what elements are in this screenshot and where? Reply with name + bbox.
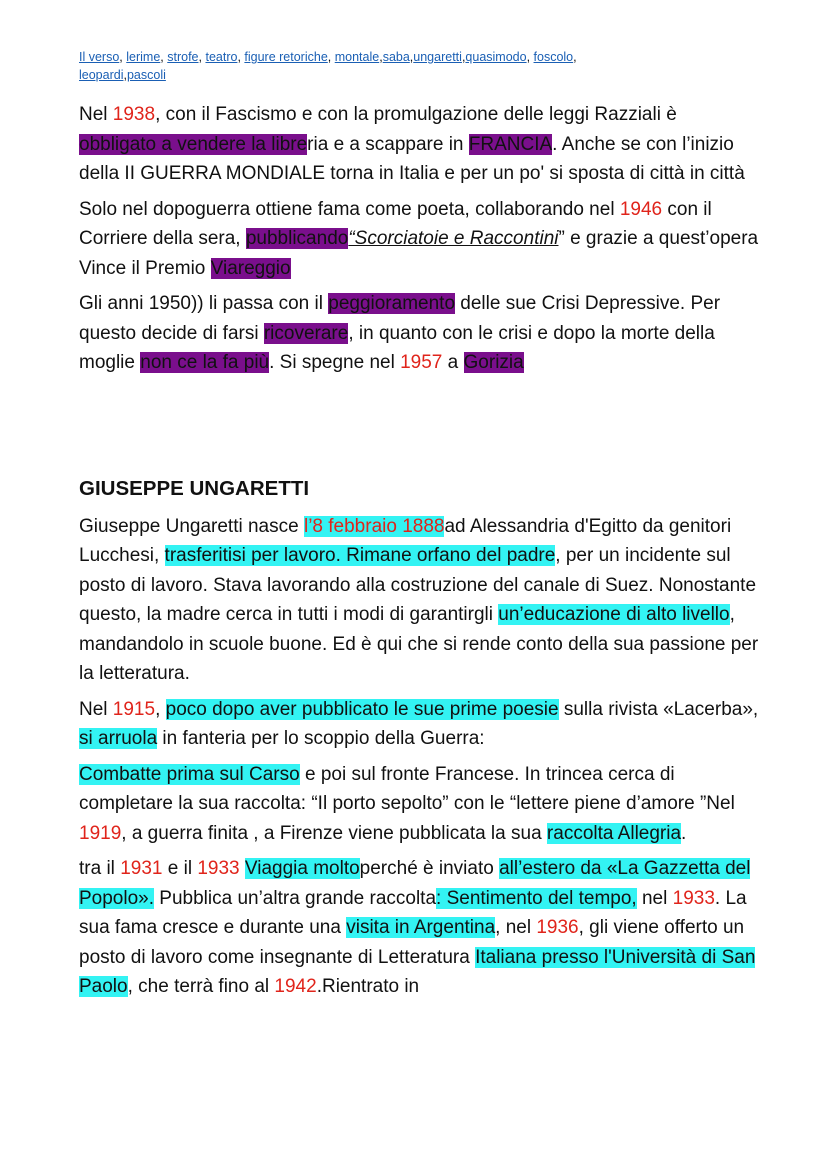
highlight: un’educazione di alto livello [498,604,730,625]
link-pascoli[interactable]: pascoli [126,68,166,82]
year-1938: 1938 [112,104,156,125]
year-1946: 1946 [619,198,663,220]
ungaretti-paragraph-1915: Nel 1915, poco dopo aver pubblicato le sue prime poesie sulla rivista «Lacerba», si arruola in fanteria per lo scoppio della Guerra: [79,698,759,749]
link-figure-retoriche[interactable]: figure retoriche [244,50,328,64]
document-page [79,48,759,1008]
section-heading: GIUSEPPE UNGARETTI [79,476,310,500]
year-1919: 1919 [79,822,122,844]
highlight-date: l’8 febbraio 1888 [303,515,445,537]
link-montale[interactable]: montale [334,50,380,64]
highlight: all’estero da «La Gazzetta del Popolo». [79,858,751,909]
link-quasimodo[interactable]: quasimodo [465,50,527,64]
saba-paragraph-dopoguerra: Solo nel dopoguerra ottiene fama come poeta, collaborando nel 1946 con il Corriere della sera, pubblicando“Scorciatoie e Raccontini” e grazie a quest’opera Vince il Premio Viareggio [79,198,759,279]
link-strofe[interactable]: strofe [167,50,199,64]
highlight: pubblicando [245,228,349,249]
year-1936: 1936 [536,917,579,938]
saba-paragraph-1950: Gli anni 1950)) li passa con il peggioramento delle sue Crisi Depressive. Per questo decide di farsi ricoverare, in quanto con le crisi e dopo la morte della moglie non ce la fa più. Si spegne nel 1957 a Gorizia [79,293,721,373]
year-1915: 1915 [112,698,156,720]
year-1933: 1933 [197,858,240,879]
topic-links: Il verso, lerime, strofe, teatro, figure retoriche, montale,saba,ungaretti,quasimodo, foscolo, leopardi,pascoli [79,50,577,82]
link-leopardi[interactable]: leopardi [79,68,124,82]
highlight: Gorizia [463,352,524,373]
book-title: “Scorciatoie e Raccontini [348,228,559,249]
highlight: : Sentimento del tempo, [436,887,637,909]
highlight: FRANCIA [468,133,553,155]
link-teatro[interactable]: teatro [205,50,238,64]
highlight: non ce la fa più [140,352,270,373]
saba-paragraph-1938: Nel 1938, con il Fascismo e con la promulgazione delle leggi Razziali è obbligato a vendere la libreria e a scappare in FRANCIA. Anche se con l’inizio della II GUERRA MONDIALE torna in Italia e per un po' si sposta di città in città [79,104,745,184]
highlight: visita in Argentina [346,917,496,938]
ungaretti-paragraph-birth: Giuseppe Ungaretti nasce l’8 febbraio 1888ad Alessandria d'Egitto da genitori Lucchesi, trasferitisi per lavoro. Rimane orfano del padre, per un incidente sul posto di lavoro. Stava lavorando alla costruzione del canale di Suez. Nonostante questo, la madre cerca in tutti i modi di garantirgli un’educazione di alto livello, mandandolo in scuole buone. Ed è qui che si rende conto della sua passione per la letteratura. [79,515,759,684]
highlight: Combatte prima sul Carso [79,763,300,785]
year-1931: 1931 [120,858,163,879]
year-1933: 1933 [672,887,715,909]
year-1957: 1957 [400,352,443,373]
year-1942: 1942 [274,976,317,997]
ungaretti-paragraph-1931: tra il 1931 e il 1933 Viaggia moltoperché è inviato all’estero da «La Gazzetta del Popolo». Pubblica un’altra grande raccolta: Sentimento del tempo, nel 1933. La sua fama cresce e durante una visita in Argentina, nel 1936, gli viene offerto un posto di lavoro come insegnante di Letteratura Italiana presso l'Università di San Paolo, che terrà fino al 1942.Rientrato in [79,858,756,997]
link-il-verso[interactable]: Il verso [79,50,120,64]
highlight: Italiana presso l'Università di San Paolo [79,946,756,997]
link-saba[interactable]: saba [382,50,410,64]
highlight: obbligato a vendere la libre [79,133,308,155]
link-lerime[interactable]: lerime [126,50,161,64]
highlight: si arruola [79,728,158,749]
highlight: Viaggia molto [244,858,360,879]
highlight: Viareggio [210,257,291,279]
highlight: poco dopo aver pubblicato le sue prime poesie [165,698,559,720]
link-foscolo[interactable]: foscolo [533,50,574,64]
ungaretti-paragraph-carso: Combatte prima sul Carso e poi sul fronte Francese. In trincea cerca di completare la sua raccolta: “Il porto sepolto” con le “lettere piene d’amore ”Nel 1919, a guerra finita , a Firenze viene pubblicata la sua raccolta Allegria. [79,763,735,844]
highlight: trasferitisi per lavoro. Rimane orfano del padre [164,545,556,566]
highlight: ricoverare [263,322,349,344]
highlight: raccolta Allegria [546,822,682,844]
link-ungaretti[interactable]: ungaretti [413,50,462,64]
highlight: peggioramento [328,293,456,314]
